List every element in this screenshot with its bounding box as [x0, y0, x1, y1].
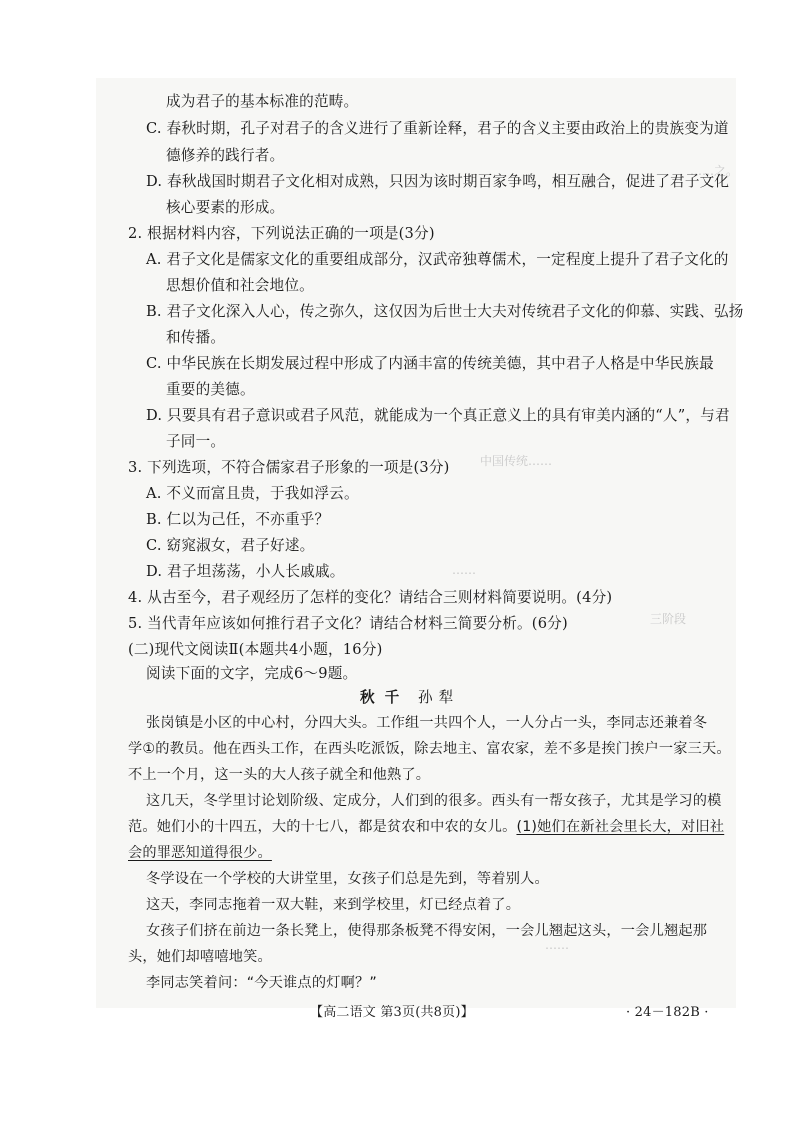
option-text: 和传播。	[166, 329, 226, 346]
story-paragraph: 不上一个月，这一头的大人孩子就全和他熟了。	[128, 767, 431, 783]
story-paragraph: 张岗镇是小区的中心村，分四大头。工作组一共四个人，一人分占一头，李同志还兼着冬	[146, 715, 708, 731]
bleed-through-text: 中国传统……	[480, 454, 553, 468]
option-text: 思想价值和社会地位。	[166, 277, 314, 294]
page-footer: 【高二语文 第3页(共8页)】	[310, 1005, 474, 1020]
story-paragraph: 这几天，冬学里讨论划阶级、定成分，人们到的很多。西头有一帮女孩子，尤其是学习的模	[146, 793, 722, 809]
option-d: D. 春秋战国时期君子文化相对成熟，只因为该时期百家争鸣，相互融合，促进了君子文化	[146, 173, 730, 190]
story-text: 范。她们小的十四五，大的十七八，都是贫农和中农的女儿。	[128, 819, 517, 835]
option-text: 核心要素的形成。	[166, 199, 285, 216]
option-text: 子同一。	[166, 433, 226, 450]
story-paragraph: 女孩子们挤在前边一条长凳上，使得那条板凳不得安闲，一会儿翘起这头，一会儿翘起那	[146, 923, 708, 939]
question-4: 4. 从古至今，君子观经历了怎样的变化？请结合三则材料简要说明。(4分)	[128, 589, 613, 606]
story-paragraph: 李同志笑着问：“今天谁点的灯啊？”	[146, 975, 377, 991]
option-a: A. 君子文化是儒家文化的重要组成部分，汉武帝独尊儒术，一定程度上提升了君子文化的	[146, 251, 729, 268]
question-5: 5. 当代青年应该如何推行君子文化？请结合材料三简要分析。(6分)	[128, 615, 568, 632]
option-c: C. 春秋时期，孔子对君子的含义进行了重新诠释，君子的含义主要由政治上的贵族变为道	[146, 120, 729, 137]
story-paragraph: 学①的教员。他在西头工作，在西头吃派饭，除去地主、富农家，差不多是挨门挨户一家三天。	[128, 741, 731, 757]
option-text: 重要的美德。	[166, 381, 255, 398]
story-paragraph: 冬学设在一个学校的大讲堂里，女孩子们总是先到，等着别人。	[146, 871, 549, 887]
option-a: A. 不义而富且贵，于我如浮云。	[146, 485, 359, 502]
bleed-through-text: ……之。	[690, 164, 739, 178]
exam-code: · 24－182B ·	[626, 1005, 709, 1020]
underlined-sentence: (1)她们在新社会里长大，对旧社	[516, 819, 725, 835]
option-c: C. 中华民族在长期发展过程中形成了内涵丰富的传统美德，其中君子人格是中华民族最	[146, 355, 714, 372]
option-d: D. 只要具有君子意识或君子风范，就能成为一个真正意义上的具有审美内涵的“人”，与君	[146, 407, 730, 424]
section-heading: (二)现代文阅读Ⅱ(本题共4小题，16分)	[128, 641, 383, 658]
bleed-through-text: ……	[452, 563, 476, 577]
option-c: C. 窈窕淑女，君子好逑。	[146, 537, 315, 554]
option-b: B. 君子文化深入人心，传之弥久，这仅因为后世士大夫对传统君子文化的仰慕、实践、弘扬	[146, 303, 744, 320]
question-2: 2. 根据材料内容，下列说法正确的一项是(3分)	[128, 225, 435, 242]
story-paragraph	[128, 817, 724, 837]
story-title: 秋千	[360, 689, 410, 706]
option-text: 成为君子的基本标准的范畴。	[166, 93, 359, 110]
story-paragraph: 头，她们却嘻嘻地笑。	[128, 949, 272, 965]
bleed-through-text: 三阶段	[650, 612, 687, 626]
question-3: 3. 下列选项，不符合儒家君子形象的一项是(3分)	[128, 459, 450, 476]
underlined-sentence: 会的罪恶知道得很少。	[128, 845, 272, 861]
option-text: 德修养的践行者。	[166, 147, 285, 164]
bleed-through-text: ……	[545, 938, 569, 952]
story-author: 孙犁	[418, 689, 460, 706]
story-paragraph: 这天，李同志拖着一双大鞋，来到学校里，灯已经点着了。	[146, 897, 521, 913]
option-d: D. 君子坦荡荡，小人长戚戚。	[146, 563, 345, 580]
reading-instruction: 阅读下面的文字，完成6～9题。	[146, 665, 358, 682]
option-b: B. 仁以为己任，不亦重乎？	[146, 511, 330, 528]
